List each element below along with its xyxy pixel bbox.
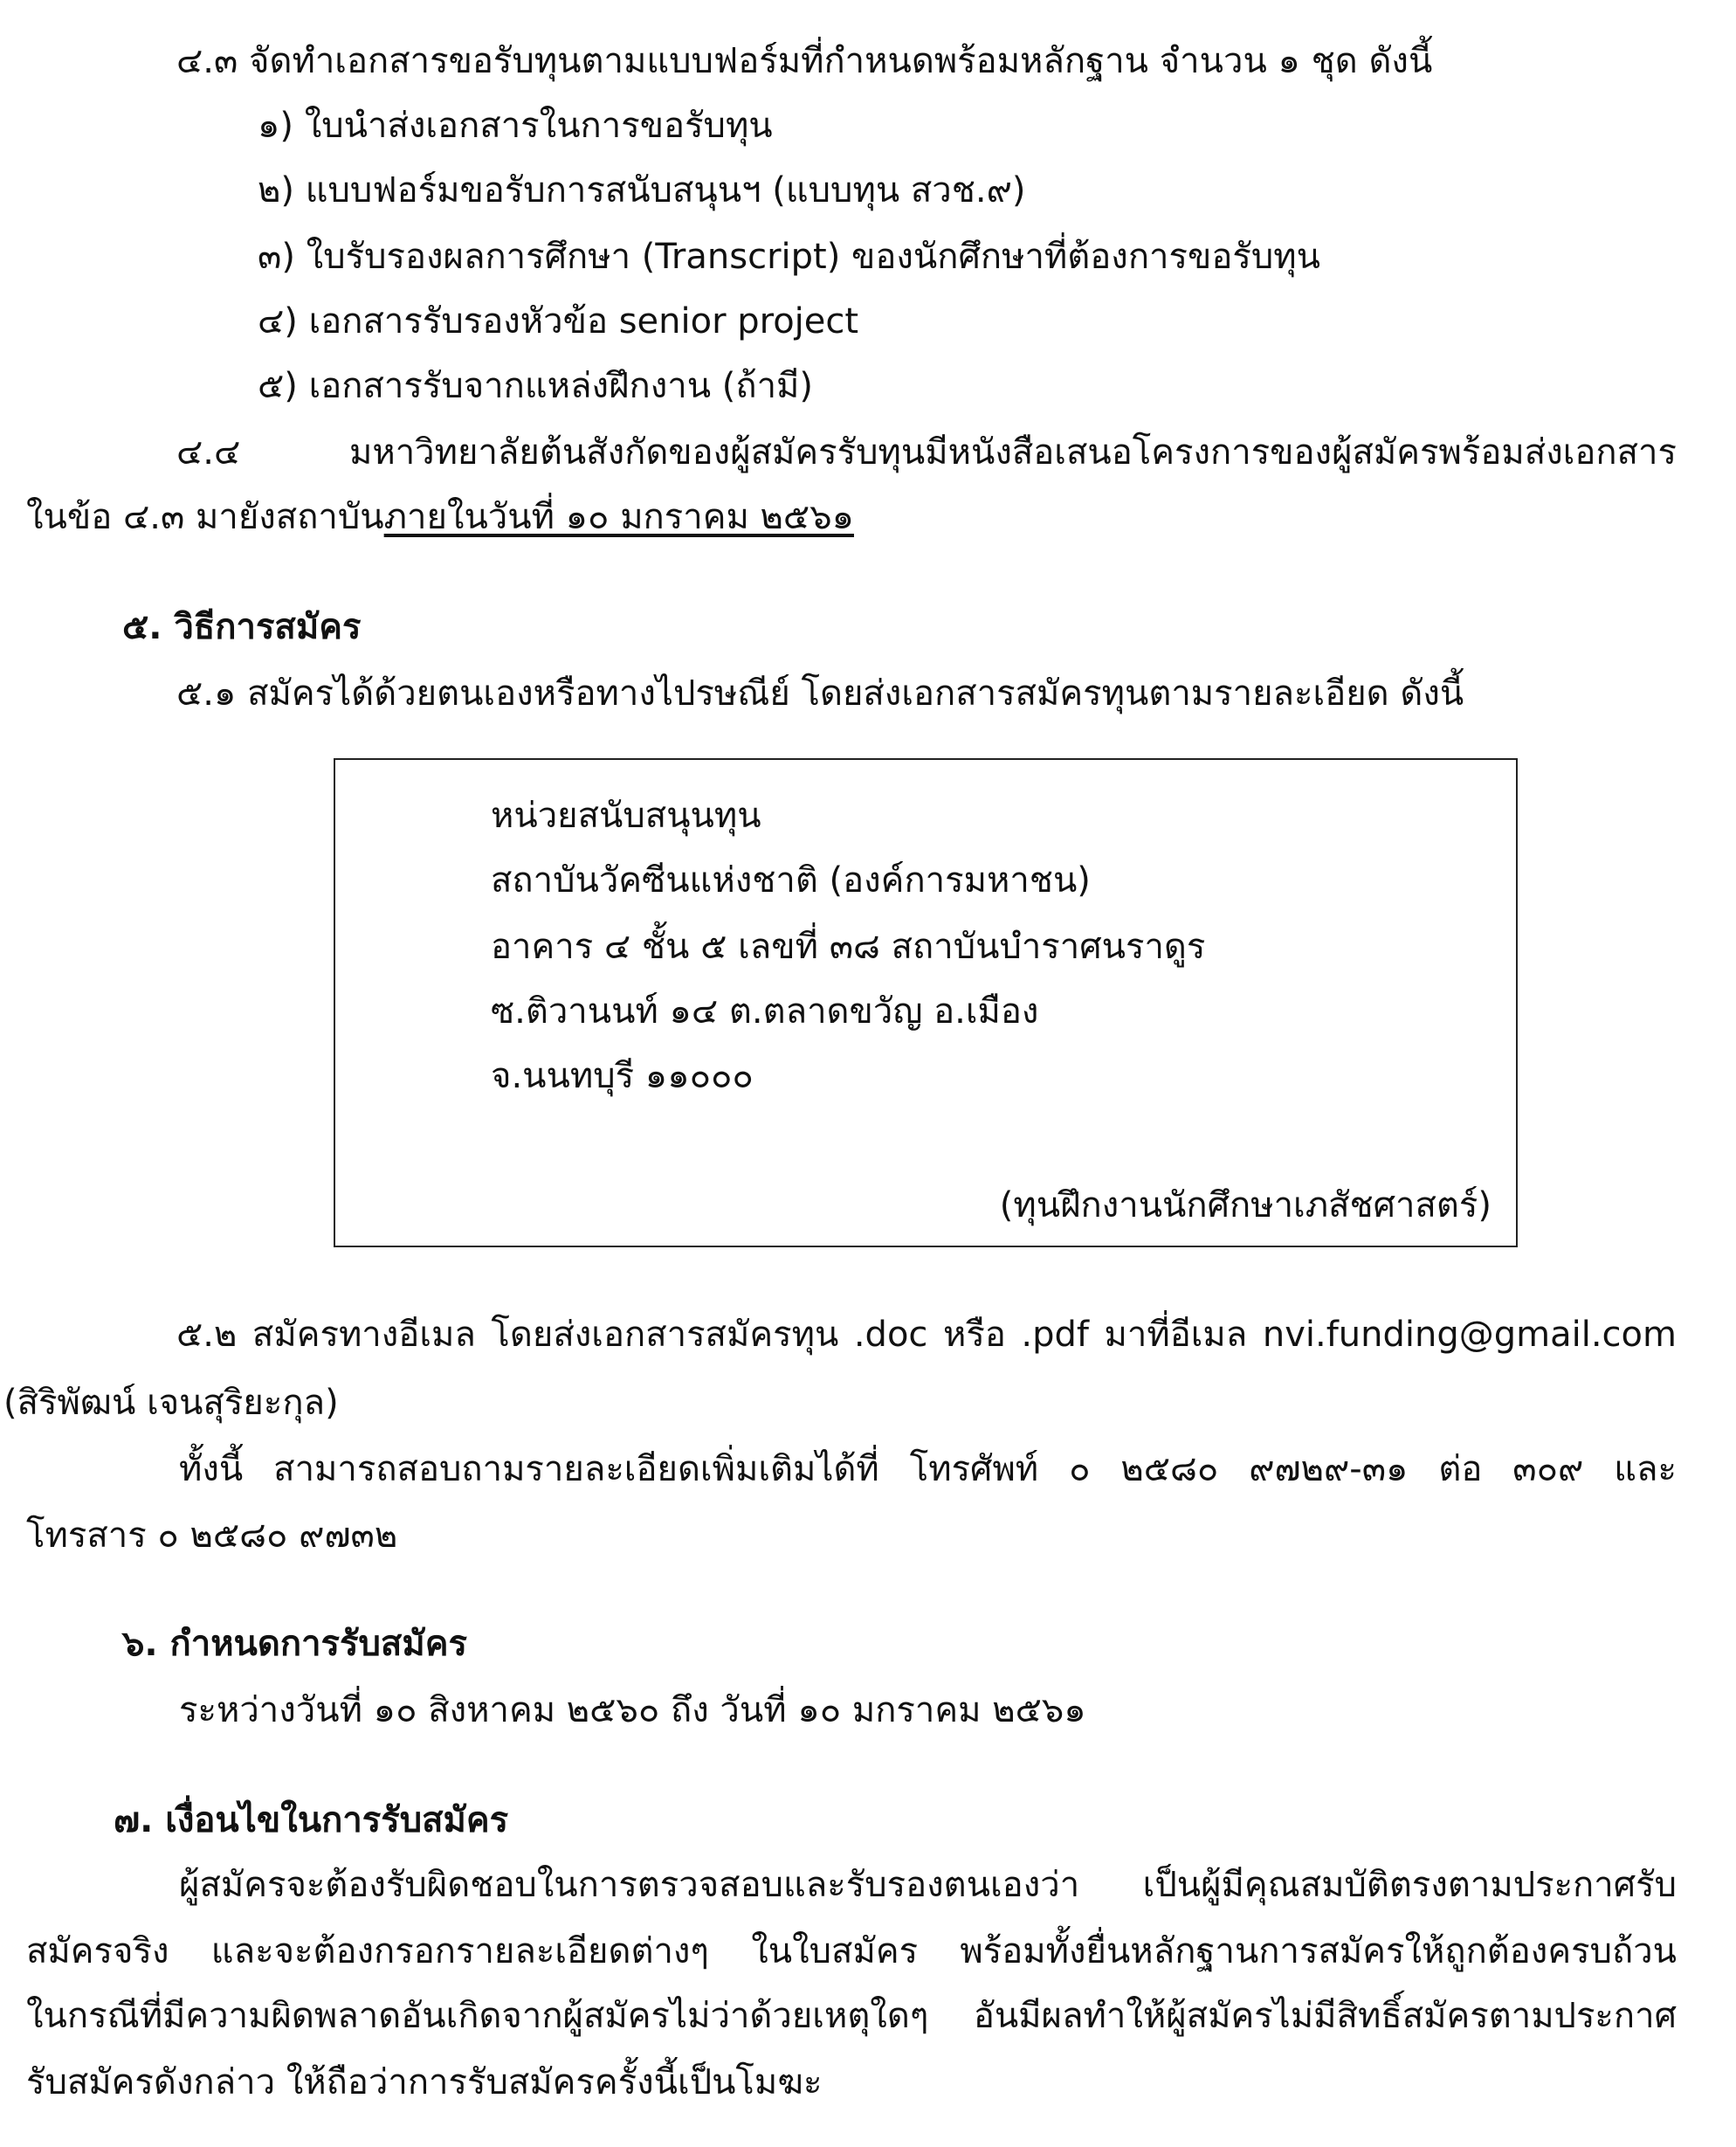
address-note: (ทุนฝึกงานนักศึกษาเภสัชศาสตร์): [999, 1185, 1491, 1225]
address-line-5: จ.นนทบุรี ๑๑๐๐๐: [491, 1056, 754, 1096]
address-line-1: หน่วยสนับสนุนทุน: [491, 796, 761, 836]
doc-item-1: ๑) ใบนำส่งเอกสารในการขอรับทุน: [258, 106, 773, 146]
address-line-4: ซ.ติวานนท์ ๑๔ ต.ตลาดขวัญ อ.เมือง: [491, 991, 1039, 1032]
item-4-4-line2: [26, 493, 854, 542]
doc-item-2: ๒) แบบฟอร์มขอรับการสนับสนุนฯ (แบบทุน สวช.๙): [258, 170, 1026, 211]
condition-line-2: สมัครจริง และจะต้องกรอกรายละเอียดต่างๆ ในใบสมัคร พร้อมทั้งยื่นหลักฐานการสมัครให้ถูกต้องครบถ้วน: [26, 1931, 1677, 1971]
condition-line-4: รับสมัครดังกล่าว ให้ถือว่าการรับสมัครครั้งนี้เป็นโมฆะ: [26, 2062, 823, 2102]
contact-line-1: ทั้งนี้ สามารถสอบถามรายละเอียดเพิ่มเติมได้ที่ โทรศัพท์ ๐ ๒๕๘๐ ๙๗๒๙-๓๑ ต่อ ๓๐๙ และ: [179, 1449, 1677, 1489]
item-5-2-line2: (สิริพัฒน์ เจนสุริยะกุล): [3, 1383, 339, 1423]
condition-line-3: ในกรณีที่มีความผิดพลาดอันเกิดจากผู้สมัครไม่ว่าด้วยเหตุใดๆ อันมีผลทำให้ผู้สมัครไม่มีสิทธิ์สมัครตามประกาศ: [26, 1996, 1677, 2036]
doc-item-4: ๔) เอกสารรับรองหัวข้อ senior project: [258, 301, 859, 342]
deadline-underlined: ภายในวันที่ ๑๐ มกราคม ๒๕๖๑: [383, 497, 854, 537]
address-box: [334, 758, 1518, 1247]
doc-item-5: ๕) เอกสารรับจากแหล่งฝึกงาน (ถ้ามี): [258, 366, 814, 406]
item-5-2-line1: ๕.๒ สมัครทางอีเมล โดยส่งเอกสารสมัครทุน .doc หรือ .pdf มาที่อีเมล nvi.funding@gmail.com: [176, 1315, 1677, 1355]
section-7-heading: ๗. เงื่อนไขในการรับสมัคร: [114, 1800, 509, 1840]
address-line-2: สถาบันวัคซีนแห่งชาติ (องค์การมหาชน): [491, 860, 1091, 901]
contact-line-2: โทรสาร ๐ ๒๕๘๐ ๙๗๓๒: [26, 1515, 398, 1556]
section-5-heading: ๕. วิธีการสมัคร: [122, 607, 362, 647]
application-period: ระหว่างวันที่ ๑๐ สิงหาคม ๒๕๖๐ ถึง วันที่ ๑๐ มกราคม ๒๕๖๑: [179, 1690, 1086, 1730]
address-line-3: อาคาร ๔ ชั้น ๕ เลขที่ ๓๘ สถาบันบำราศนราดูร: [491, 927, 1206, 967]
section-6-heading: ๖. กำหนดการรับสมัคร: [122, 1624, 467, 1664]
condition-line-1: ผู้สมัครจะต้องรับผิดชอบในการตรวจสอบและรับรองตนเองว่า เป็นผู้มีคุณสมบัติตรงตามประกาศรับ: [179, 1865, 1677, 1905]
item-4-4-line2-pre: ในข้อ ๔.๓ มายังสถาบัน: [26, 497, 384, 537]
doc-item-3: ๓) ใบรับรองผลการศึกษา (Transcript) ของนักศึกษาที่ต้องการขอรับทุน: [258, 237, 1320, 277]
item-5-1: ๕.๑ สมัครได้ด้วยตนเองหรือทางไปรษณีย์ โดยส่งเอกสารสมัครทุนตามรายละเอียด ดังนี้: [176, 673, 1464, 714]
item-4-3: ๔.๓ จัดทำเอกสารขอรับทุนตามแบบฟอร์มที่กำหนดพร้อมหลักฐาน จำนวน ๑ ชุด ดังนี้: [176, 41, 1433, 81]
item-4-4-line1: ๔.๔ มหาวิทยาลัยต้นสังกัดของผู้สมัครรับทุนมีหนังสือเสนอโครงการของผู้สมัครพร้อมส่งเอกสาร: [176, 432, 1677, 473]
